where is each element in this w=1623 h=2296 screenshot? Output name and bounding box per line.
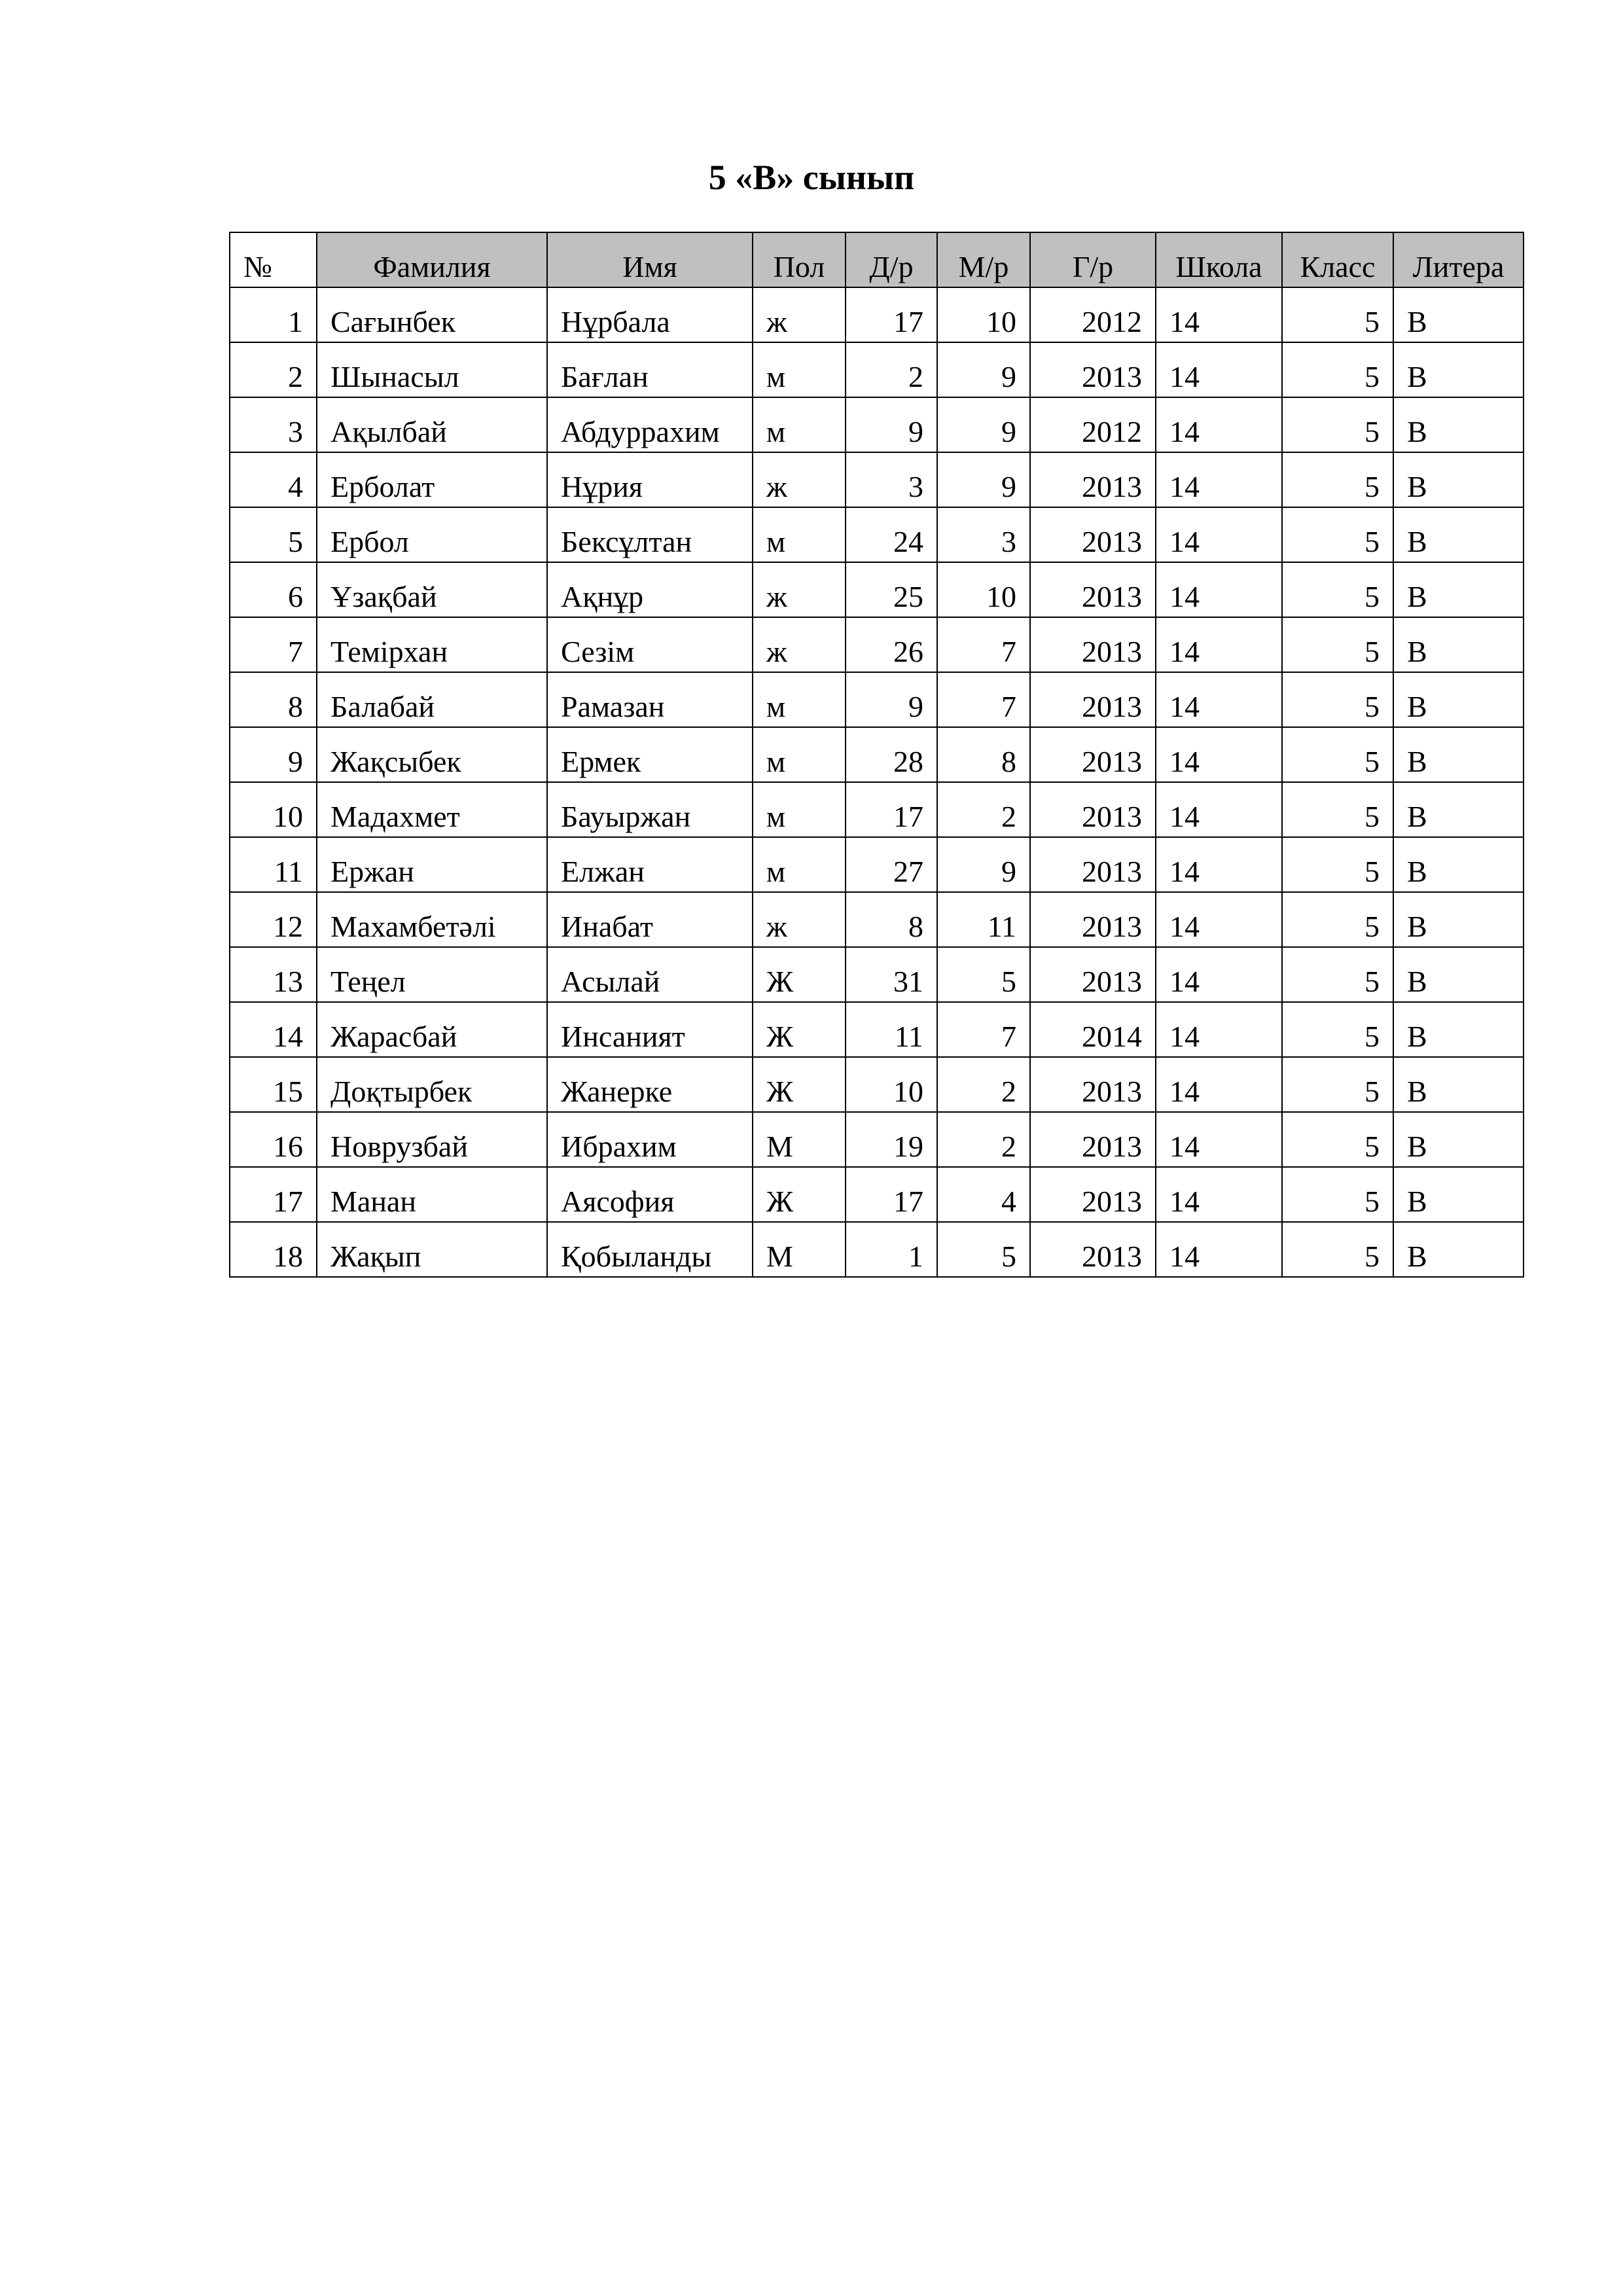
table-row	[230, 397, 1524, 452]
cell-name: Бексұлтан	[547, 507, 753, 562]
header-birth-year: Г/р	[1030, 232, 1156, 287]
cell-gender: ж	[753, 617, 846, 672]
cell-birth-day: 31	[846, 947, 937, 1002]
cell-name: Ақнұр	[547, 562, 753, 617]
cell-surname: Сағынбек	[317, 287, 547, 342]
cell-birth-year: 2013	[1030, 892, 1156, 947]
cell-birth-day: 2	[846, 342, 937, 397]
cell-class: 5	[1282, 1002, 1393, 1057]
cell-surname: Махамбетәлі	[317, 892, 547, 947]
cell-class: 5	[1282, 1112, 1393, 1167]
cell-surname: Ақылбай	[317, 397, 547, 452]
cell-letter: В	[1393, 452, 1524, 507]
table-row	[230, 562, 1524, 617]
cell-class: 5	[1282, 562, 1393, 617]
cell-birth-year: 2013	[1030, 947, 1156, 1002]
cell-birth-month: 4	[937, 1167, 1030, 1222]
cell-number: 1	[230, 287, 317, 342]
cell-gender: Ж	[753, 1002, 846, 1057]
cell-birth-month: 7	[937, 672, 1030, 727]
cell-letter: В	[1393, 342, 1524, 397]
cell-school: 14	[1156, 397, 1282, 452]
cell-name: Қобыланды	[547, 1222, 753, 1277]
cell-gender: м	[753, 507, 846, 562]
cell-birth-day: 24	[846, 507, 937, 562]
cell-birth-year: 2013	[1030, 617, 1156, 672]
table-row	[230, 617, 1524, 672]
cell-class: 5	[1282, 1057, 1393, 1112]
cell-letter: В	[1393, 727, 1524, 782]
page-title: 5 «В» сынып	[708, 158, 915, 197]
cell-name: Елжан	[547, 837, 753, 892]
cell-gender: Ж	[753, 947, 846, 1002]
cell-surname: Темірхан	[317, 617, 547, 672]
header-school: Школа	[1156, 232, 1282, 287]
cell-school: 14	[1156, 672, 1282, 727]
cell-letter: В	[1393, 1167, 1524, 1222]
cell-birth-month: 5	[937, 1222, 1030, 1277]
student-roster-table	[229, 232, 1524, 1278]
table-row	[230, 1222, 1524, 1277]
header-class: Класс	[1282, 232, 1393, 287]
cell-birth-month: 9	[937, 342, 1030, 397]
cell-number: 10	[230, 782, 317, 837]
cell-birth-month: 2	[937, 1057, 1030, 1112]
cell-class: 5	[1282, 1167, 1393, 1222]
cell-gender: м	[753, 342, 846, 397]
cell-birth-year: 2012	[1030, 287, 1156, 342]
table-row	[230, 672, 1524, 727]
table-row	[230, 452, 1524, 507]
cell-gender: м	[753, 397, 846, 452]
cell-surname: Жақсыбек	[317, 727, 547, 782]
cell-birth-year: 2013	[1030, 342, 1156, 397]
cell-gender: М	[753, 1112, 846, 1167]
table-row	[230, 892, 1524, 947]
cell-name: Инабат	[547, 892, 753, 947]
cell-school: 14	[1156, 342, 1282, 397]
header-surname: Фамилия	[317, 232, 547, 287]
cell-class: 5	[1282, 1222, 1393, 1277]
table-row	[230, 287, 1524, 342]
cell-letter: В	[1393, 1057, 1524, 1112]
cell-number: 13	[230, 947, 317, 1002]
cell-school: 14	[1156, 947, 1282, 1002]
cell-surname: Балабай	[317, 672, 547, 727]
cell-school: 14	[1156, 1167, 1282, 1222]
cell-gender: м	[753, 672, 846, 727]
cell-letter: В	[1393, 782, 1524, 837]
cell-birth-day: 9	[846, 397, 937, 452]
cell-birth-day: 28	[846, 727, 937, 782]
table-row	[230, 1057, 1524, 1112]
cell-surname: Доқтырбек	[317, 1057, 547, 1112]
cell-gender: М	[753, 1222, 846, 1277]
cell-number: 5	[230, 507, 317, 562]
cell-name: Бауыржан	[547, 782, 753, 837]
table-row	[230, 507, 1524, 562]
cell-class: 5	[1282, 837, 1393, 892]
cell-birth-day: 17	[846, 1167, 937, 1222]
cell-birth-year: 2013	[1030, 1112, 1156, 1167]
cell-letter: В	[1393, 617, 1524, 672]
cell-school: 14	[1156, 727, 1282, 782]
header-birth-month: М/р	[937, 232, 1030, 287]
cell-letter: В	[1393, 672, 1524, 727]
header-name: Имя	[547, 232, 753, 287]
cell-birth-year: 2013	[1030, 452, 1156, 507]
cell-birth-year: 2014	[1030, 1002, 1156, 1057]
cell-name: Жанерке	[547, 1057, 753, 1112]
cell-birth-month: 11	[937, 892, 1030, 947]
cell-birth-month: 9	[937, 837, 1030, 892]
cell-number: 9	[230, 727, 317, 782]
cell-name: Абдуррахим	[547, 397, 753, 452]
cell-surname: Жарасбай	[317, 1002, 547, 1057]
cell-gender: м	[753, 782, 846, 837]
cell-number: 15	[230, 1057, 317, 1112]
cell-letter: В	[1393, 892, 1524, 947]
cell-gender: м	[753, 837, 846, 892]
cell-birth-day: 17	[846, 782, 937, 837]
cell-surname: Ұзақбай	[317, 562, 547, 617]
cell-birth-day: 17	[846, 287, 937, 342]
header-birth-day: Д/р	[846, 232, 937, 287]
table-row	[230, 727, 1524, 782]
cell-number: 16	[230, 1112, 317, 1167]
cell-surname: Ержан	[317, 837, 547, 892]
cell-name: Асылай	[547, 947, 753, 1002]
cell-class: 5	[1282, 397, 1393, 452]
table-row	[230, 1112, 1524, 1167]
cell-surname: Ербол	[317, 507, 547, 562]
cell-birth-day: 3	[846, 452, 937, 507]
cell-school: 14	[1156, 1112, 1282, 1167]
cell-surname: Новрузбай	[317, 1112, 547, 1167]
cell-birth-month: 2	[937, 1112, 1030, 1167]
cell-name: Ибрахим	[547, 1112, 753, 1167]
cell-number: 11	[230, 837, 317, 892]
cell-birth-day: 8	[846, 892, 937, 947]
cell-number: 2	[230, 342, 317, 397]
cell-school: 14	[1156, 782, 1282, 837]
cell-letter: В	[1393, 1002, 1524, 1057]
table-row	[230, 342, 1524, 397]
cell-letter: В	[1393, 287, 1524, 342]
cell-gender: м	[753, 727, 846, 782]
header-letter: Литера	[1393, 232, 1524, 287]
table-row	[230, 1167, 1524, 1222]
header-gender: Пол	[753, 232, 846, 287]
cell-gender: ж	[753, 287, 846, 342]
table-row	[230, 837, 1524, 892]
cell-birth-day: 11	[846, 1002, 937, 1057]
cell-birth-day: 19	[846, 1112, 937, 1167]
cell-gender: ж	[753, 892, 846, 947]
cell-birth-month: 7	[937, 1002, 1030, 1057]
cell-surname: Жақып	[317, 1222, 547, 1277]
cell-letter: В	[1393, 507, 1524, 562]
cell-gender: Ж	[753, 1167, 846, 1222]
cell-surname: Манан	[317, 1167, 547, 1222]
cell-letter: В	[1393, 397, 1524, 452]
cell-letter: В	[1393, 1112, 1524, 1167]
cell-class: 5	[1282, 782, 1393, 837]
cell-class: 5	[1282, 617, 1393, 672]
cell-birth-day: 1	[846, 1222, 937, 1277]
cell-birth-day: 9	[846, 672, 937, 727]
cell-birth-day: 25	[846, 562, 937, 617]
cell-name: Инсаният	[547, 1002, 753, 1057]
cell-birth-month: 9	[937, 452, 1030, 507]
cell-birth-month: 3	[937, 507, 1030, 562]
cell-birth-month: 2	[937, 782, 1030, 837]
cell-birth-year: 2013	[1030, 1222, 1156, 1277]
cell-school: 14	[1156, 1002, 1282, 1057]
cell-gender: Ж	[753, 1057, 846, 1112]
table-row	[230, 947, 1524, 1002]
cell-class: 5	[1282, 672, 1393, 727]
cell-school: 14	[1156, 562, 1282, 617]
cell-number: 4	[230, 452, 317, 507]
cell-letter: В	[1393, 837, 1524, 892]
cell-birth-year: 2013	[1030, 782, 1156, 837]
cell-birth-month: 5	[937, 947, 1030, 1002]
cell-birth-month: 10	[937, 287, 1030, 342]
cell-birth-year: 2012	[1030, 397, 1156, 452]
cell-gender: ж	[753, 452, 846, 507]
cell-class: 5	[1282, 947, 1393, 1002]
cell-name: Ермек	[547, 727, 753, 782]
cell-birth-year: 2013	[1030, 837, 1156, 892]
cell-name: Рамазан	[547, 672, 753, 727]
cell-birth-day: 26	[846, 617, 937, 672]
table-body	[230, 287, 1524, 1277]
cell-birth-day: 10	[846, 1057, 937, 1112]
cell-number: 7	[230, 617, 317, 672]
cell-surname: Ерболат	[317, 452, 547, 507]
cell-name: Бағлан	[547, 342, 753, 397]
cell-birth-year: 2013	[1030, 727, 1156, 782]
cell-birth-month: 7	[937, 617, 1030, 672]
cell-name: Нұрбала	[547, 287, 753, 342]
cell-surname: Мадахмет	[317, 782, 547, 837]
table-row	[230, 1002, 1524, 1057]
cell-birth-month: 8	[937, 727, 1030, 782]
cell-birth-month: 10	[937, 562, 1030, 617]
cell-school: 14	[1156, 452, 1282, 507]
cell-number: 17	[230, 1167, 317, 1222]
cell-class: 5	[1282, 892, 1393, 947]
cell-letter: В	[1393, 947, 1524, 1002]
cell-school: 14	[1156, 617, 1282, 672]
cell-class: 5	[1282, 507, 1393, 562]
cell-school: 14	[1156, 1222, 1282, 1277]
cell-birth-year: 2013	[1030, 507, 1156, 562]
cell-birth-year: 2013	[1030, 562, 1156, 617]
cell-number: 12	[230, 892, 317, 947]
cell-school: 14	[1156, 892, 1282, 947]
cell-surname: Теңел	[317, 947, 547, 1002]
table-row	[230, 782, 1524, 837]
cell-number: 3	[230, 397, 317, 452]
cell-number: 18	[230, 1222, 317, 1277]
cell-birth-day: 27	[846, 837, 937, 892]
cell-letter: В	[1393, 1222, 1524, 1277]
cell-birth-year: 2013	[1030, 672, 1156, 727]
cell-name: Аясофия	[547, 1167, 753, 1222]
cell-class: 5	[1282, 287, 1393, 342]
cell-school: 14	[1156, 507, 1282, 562]
cell-number: 14	[230, 1002, 317, 1057]
cell-birth-year: 2013	[1030, 1167, 1156, 1222]
cell-letter: В	[1393, 562, 1524, 617]
cell-birth-year: 2013	[1030, 1057, 1156, 1112]
cell-number: 8	[230, 672, 317, 727]
cell-school: 14	[1156, 1057, 1282, 1112]
table-header-row	[230, 232, 1524, 287]
cell-name: Нұрия	[547, 452, 753, 507]
cell-surname: Шынасыл	[317, 342, 547, 397]
cell-class: 5	[1282, 727, 1393, 782]
cell-birth-month: 9	[937, 397, 1030, 452]
header-number: №	[230, 232, 317, 287]
cell-school: 14	[1156, 287, 1282, 342]
cell-class: 5	[1282, 342, 1393, 397]
cell-class: 5	[1282, 452, 1393, 507]
cell-number: 6	[230, 562, 317, 617]
cell-name: Сезім	[547, 617, 753, 672]
cell-gender: ж	[753, 562, 846, 617]
cell-school: 14	[1156, 837, 1282, 892]
